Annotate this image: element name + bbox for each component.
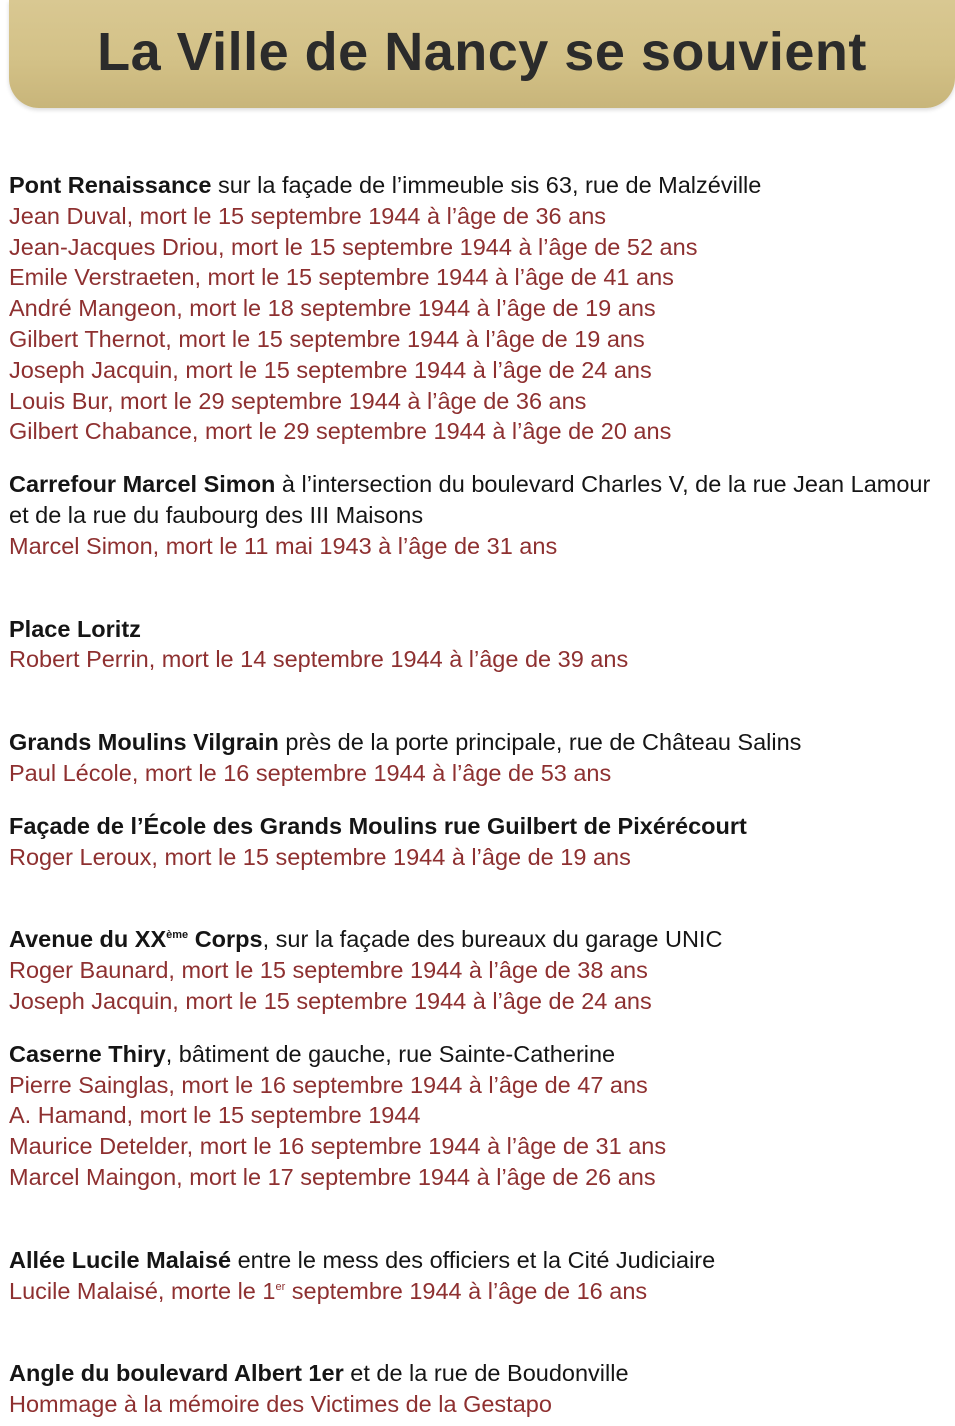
memorial-section-grands-moulins-vilgrain bbox=[9, 727, 949, 789]
section-heading bbox=[9, 614, 949, 645]
place-name: Place Loritz bbox=[9, 615, 141, 642]
victim-entry: Joseph Jacquin, mort le 15 septembre 1944 à l’âge de 24 ans bbox=[9, 987, 652, 1014]
victim-entry: Emile Verstraeten, mort le 15 septembre 1944 à l’âge de 41 ans bbox=[9, 264, 674, 291]
memorial-section-pont-renaissance bbox=[9, 170, 949, 447]
place-description: sur la façade de l’immeuble sis 63, rue de Malzéville bbox=[211, 172, 762, 198]
place-name: Carrefour Marcel Simon bbox=[9, 471, 276, 498]
place-description: , bâtiment de gauche, rue Sainte-Catherine bbox=[165, 1040, 616, 1067]
place-description: et de la rue de Boudonville bbox=[343, 1360, 629, 1387]
memorial-list bbox=[9, 170, 949, 1420]
section-heading bbox=[9, 469, 949, 531]
victim-entry: Paul Lécole, mort le 16 septembre 1944 à l’âge de 53 ans bbox=[9, 759, 612, 786]
victim-entry: Hommage à la mémoire des Victimes de la Gestapo bbox=[9, 1391, 552, 1418]
place-name: Allée Lucile Malaisé bbox=[9, 1246, 232, 1273]
victim-entry: Louis Bur, mort le 29 septembre 1944 à l’âge de 36 ans bbox=[9, 387, 587, 414]
victim-entry: André Mangeon, mort le 18 septembre 1944 à l’âge de 19 ans bbox=[9, 295, 656, 322]
memorial-section-allee-lucile-malaise bbox=[9, 1245, 949, 1307]
victim-entry-superscript: er bbox=[275, 1280, 286, 1293]
section-heading bbox=[9, 811, 949, 842]
memorial-section-ecole-grands-moulins bbox=[9, 811, 949, 873]
victim-entry: Marcel Simon, mort le 11 mai 1943 à l’âge de 31 ans bbox=[9, 532, 558, 559]
place-name: Grands Moulins Vilgrain bbox=[9, 729, 279, 756]
section-spacer bbox=[9, 1193, 949, 1245]
title-banner bbox=[9, 0, 955, 108]
place-description: près de la porte principale, rue de Château Salins bbox=[278, 729, 802, 756]
memorial-section-carrefour-marcel-simon bbox=[9, 469, 949, 561]
place-name: Caserne Thiry bbox=[9, 1040, 166, 1067]
victim-entry: Jean-Jacques Driou, mort le 15 septembre 1944 à l’âge de 52 ans bbox=[9, 233, 698, 260]
victim-entry: Gilbert Chabance, mort le 29 septembre 1944 à l’âge de 20 ans bbox=[9, 418, 672, 445]
place-name-superscript: ème bbox=[166, 929, 189, 942]
section-spacer bbox=[9, 1306, 949, 1358]
section-spacer bbox=[9, 675, 949, 727]
section-heading bbox=[9, 924, 949, 955]
place-name-part: Corps bbox=[188, 926, 263, 953]
place-name-part: Avenue du XX bbox=[9, 926, 167, 953]
place-name: Angle du boulevard Albert 1er bbox=[9, 1360, 344, 1387]
section-spacer bbox=[9, 447, 949, 469]
victim-entry-part: septembre 1944 à l’âge de 16 ans bbox=[285, 1277, 648, 1304]
victim-entry: Jean Duval, mort le 15 septembre 1944 à l’âge de 36 ans bbox=[9, 202, 607, 229]
place-description: entre le mess des officiers et la Cité Judiciaire bbox=[231, 1246, 716, 1273]
place-name: Pont Renaissance bbox=[9, 172, 212, 198]
memorial-section-place-loritz bbox=[9, 614, 949, 676]
section-heading bbox=[9, 1245, 949, 1276]
section-heading bbox=[9, 170, 949, 201]
victim-entry: Gilbert Thernot, mort le 15 septembre 1944 à l’âge de 19 ans bbox=[9, 325, 645, 352]
victim-entry: A. Hamand, mort le 15 septembre 1944 bbox=[9, 1102, 421, 1129]
victim-entry: Pierre Sainglas, mort le 16 septembre 1944 à l’âge de 47 ans bbox=[9, 1071, 648, 1098]
place-description: , sur la façade des bureaux du garage UNIC bbox=[262, 926, 723, 953]
place-description: à l’intersection du boulevard Charles V, de la rue Jean Lamour et de la rue du faubourg des III Maisons bbox=[9, 471, 931, 528]
victim-entry-part: Lucile Malaisé, morte le 1 bbox=[9, 1277, 276, 1304]
victim-entry: Maurice Detelder, mort le 16 septembre 1944 à l’âge de 31 ans bbox=[9, 1133, 667, 1160]
victim-entry bbox=[9, 1276, 949, 1307]
section-heading bbox=[9, 1358, 949, 1389]
victim-entry: Roger Leroux, mort le 15 septembre 1944 à l’âge de 19 ans bbox=[9, 843, 631, 870]
section-heading bbox=[9, 727, 949, 758]
page-title: La Ville de Nancy se souvient bbox=[97, 22, 867, 82]
memorial-section-caserne-thiry bbox=[9, 1039, 949, 1193]
place-name bbox=[9, 926, 263, 952]
section-spacer bbox=[9, 562, 949, 614]
section-spacer bbox=[9, 789, 949, 811]
victim-entry: Robert Perrin, mort le 14 septembre 1944 à l’âge de 39 ans bbox=[9, 646, 629, 673]
section-spacer bbox=[9, 1017, 949, 1039]
memorial-section-angle-albert-1er bbox=[9, 1358, 949, 1420]
place-name: Façade de l’École des Grands Moulins rue Guilbert de Pixérécourt bbox=[9, 812, 747, 839]
victim-entry: Joseph Jacquin, mort le 15 septembre 1944 à l’âge de 24 ans bbox=[9, 356, 652, 383]
memorial-section-avenue-xx-corps bbox=[9, 924, 949, 1016]
victim-entry: Roger Baunard, mort le 15 septembre 1944 à l’âge de 38 ans bbox=[9, 957, 648, 984]
section-heading bbox=[9, 1039, 949, 1070]
victim-entry: Marcel Maingon, mort le 17 septembre 1944 à l’âge de 26 ans bbox=[9, 1163, 656, 1190]
section-spacer bbox=[9, 872, 949, 924]
